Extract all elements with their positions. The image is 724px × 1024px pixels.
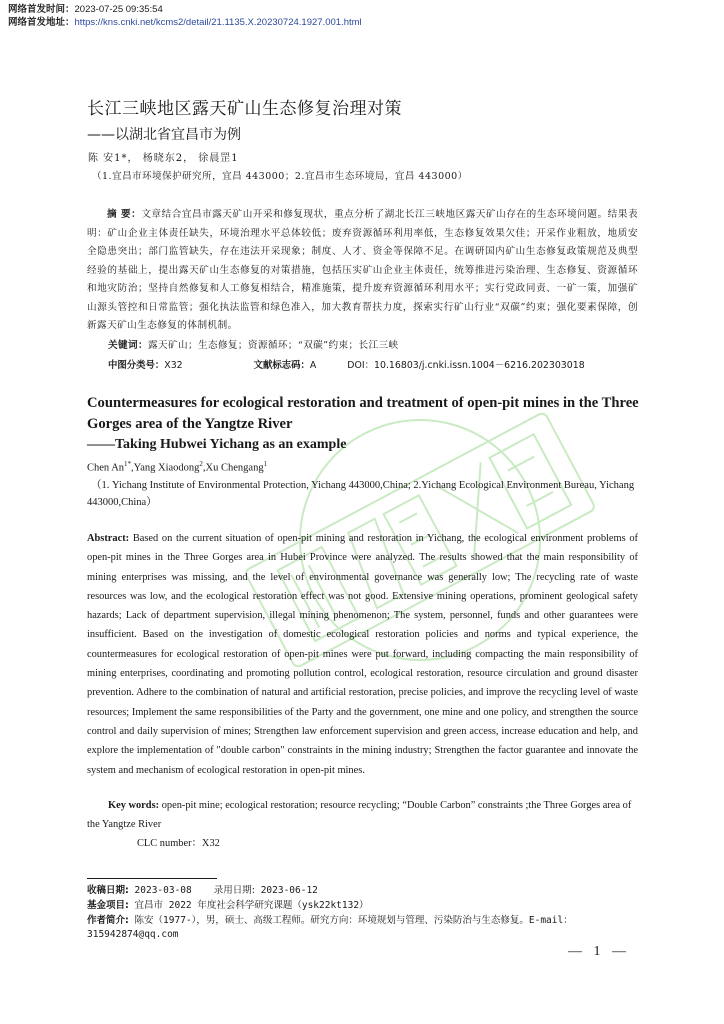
doi-text[interactable]: DOI：10.16803/j.cnki.issn.1004－6216.202303018 [347,360,585,371]
author-3-sup: 1 [263,460,268,468]
authors-en [87,460,267,474]
author-2-en: ,Yang Xiaodong [131,462,200,474]
author-1-sup: 1* [124,460,132,468]
affiliations-en: （1. Yichang Institute of Environmental Protection, Yichang 443000,China; 2.Yichang Ecological Environment Bureau, Yichang 443000,China） [87,480,635,508]
online-date-value: 2023-07-25 09:35:54 [74,4,163,15]
affiliations-cn: （1.宜昌市环境保护研究所，宜昌 443000；2.宜昌市生态环境局，宜昌 443000） [92,171,468,182]
abstract-en-text: Based on the current situation of open-pit mining and restoration in Yichang, the ecological environment problems of open-pit mines in the Three Gorges area in Hubei Province were analyzed. The results showed that the main responsibility of mining enterprises was missing, and the level of environmental governance was generally low; The recycling rate of waste resources was low, and the ecological restoration effect was not good. Extensive mining operations, prominent geological safety hazards; Lack of department supervision, illegal mining phenomenon; The system, personnel, funds and other guarantees were insufficient. Based on the investigation of domestic ecological restoration policies and norms and typical experience, the countermeasures for ecological restoration of open-pit mines were put forward, including compacting the main responsibility of mining enterprises, coordinating and promoting pollution control, ecological restoration, resource circulation and ground disaster prevention. Adhere to the combination of natural and artificial restoration, precise policies, and improve the recycling level of waste resources; Implement the same responsibilities of the Party and the government, one mine and one policy, and strengthen the source control and daily supervision of mines; Strengthen law enforcement supervision and green access, increase education and help, and explore the implementation of "double carbon" constraints in the mining industry; Strengthen the factor guarantee and innovate the system and mechanism of ecological restoration in open-pit mines. [87,533,638,776]
online-date-line [8,3,362,16]
author-bio-value: 陈安（1977-），男，硕士、高级工程师。研究方向：环境规划与管理、污染防治与生态修复。E-mail：315942874@qq.com [87,915,573,940]
paper-title-cn: 长江三峡地区露天矿山生态修复治理对策 [87,99,402,119]
online-url-label: 网络首发地址： [8,17,75,28]
clc-cn-value: X32 [164,360,183,371]
abstract-en-label: Abstract: [87,533,130,544]
accepted-label: 录用日期: [213,885,255,896]
paper-subtitle-en: ——Taking Hubwei Yichang as an example [87,437,347,452]
online-url-link[interactable]: https://kns.cnki.net/kcms2/detail/21.1135.X.20230724.1927.001.html [74,17,362,28]
footnote-author [87,914,647,942]
keywords-cn [108,337,648,351]
paper-title-en: Countermeasures for ecological restoration and treatment of open-pit mines in the Three Gorges area of the Yangtze River [87,395,639,432]
abstract-cn-text: 文章结合宜昌市露天矿山开采和修复现状，重点分析了湖北长江三峡地区露天矿山存在的生态环境问题。结果表明：矿山企业主体责任缺失，环境治理水平总体较低；废弃资源循环利用率低，生态修复效果欠佳；开采作业粗放，地质安全隐患突出；部门监管缺失，存在违法开采现象；制度、人才、资金等保障不足。在调研国内矿山生态修复政策规范及典型经验的基础上，提出露天矿山生态修复的对策措施，包括压实矿山企业主体责任，统筹推进污染治理、生态修复、资源循环和地灾防治；坚持自然修复和人工修复相结合，精准施策，提升废弃资源循环利用水平；实行党政同责、一矿一策，加强矿山源头管控和日常监管；强化执法监管和绿色准入，加大教育帮扶力度，探索实行矿山行业“双碳”约束；强化要素保障，创新露天矿山生态修复的体制机制。 [87,209,638,331]
abstract-cn-label: 摘 要： [107,209,142,220]
received-label: 收稿日期: [87,885,129,896]
accepted-value: 2023-06-12 [260,885,318,896]
paper-subtitle-cn: ——以湖北省宜昌市为例 [87,127,241,143]
clc-cn-label: 中图分类号： [108,360,165,371]
author-2-sup: 2 [199,460,203,468]
doc-code-label: 文献标志码： [253,360,310,371]
doc-code-value: A [309,360,317,371]
keywords-en-label: Key words: [108,800,160,811]
author-3-en: ,Xu Chengang [202,462,264,474]
abstract-en [87,529,638,780]
footnote-dates [87,884,647,898]
classification-line-cn [108,357,648,371]
publication-info [8,3,362,29]
keywords-en-text: open-pit mine; ecological restoration; resource recycling; “Double Carbon” constraints ;the Three Gorges area of the Yangtze River [87,800,632,831]
keywords-en [87,796,638,835]
author-1-en: Chen An [87,462,125,474]
received-value: 2023-03-08 [134,885,192,896]
author-bio-label: 作者简介: [87,915,129,926]
clc-en: CLC number：X32 [137,838,220,849]
footnote-divider [87,878,217,879]
fund-label: 基金项目: [87,900,129,911]
page-number: — 1 — [568,944,630,959]
footnote-fund [87,899,647,913]
online-date-label: 网络首发时间： [8,4,75,15]
authors-cn: 陈 安1*， 杨晓东2， 徐晨罡1 [88,153,239,164]
keywords-cn-text: 露天矿山；生态修复；资源循环；“双碳”约束；长江三峡 [147,340,399,351]
online-url-line [8,16,362,29]
keywords-cn-label: 关键词： [108,340,148,351]
fund-value: 宜昌市 2022 年度社会科学研究课题（ysk22kt132） [134,900,369,911]
abstract-cn [87,206,638,336]
